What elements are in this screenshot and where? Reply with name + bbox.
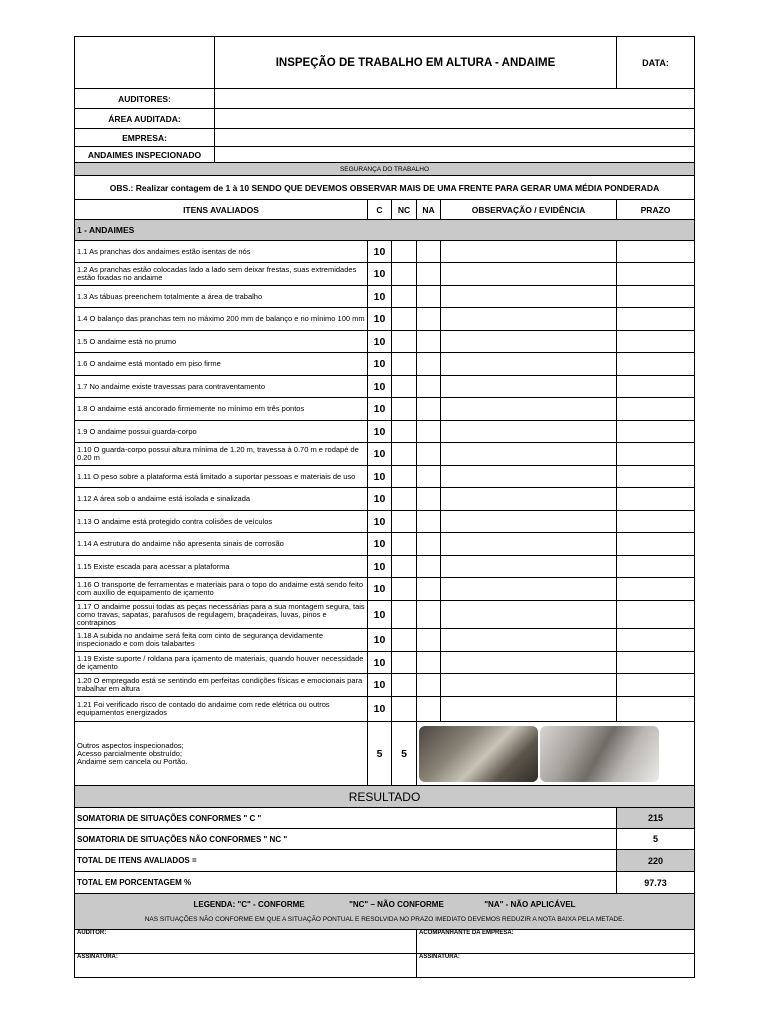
resultado-row <box>75 850 695 872</box>
item-na[interactable] <box>417 511 441 533</box>
item-c[interactable]: 10 <box>368 286 392 308</box>
legenda-nc: "NC" – NÃO CONFORME <box>349 900 444 909</box>
andaimes-label: ANDAIMES INSPECIONADO <box>75 147 215 163</box>
assinatura-field[interactable] <box>75 954 417 978</box>
item-na[interactable] <box>417 286 441 308</box>
table-row <box>75 578 695 601</box>
item-nc[interactable] <box>392 376 417 398</box>
item-obs[interactable] <box>441 652 617 674</box>
item-obs[interactable] <box>441 331 617 353</box>
item-obs[interactable] <box>441 674 617 697</box>
item-obs[interactable] <box>441 556 617 578</box>
item-nc[interactable] <box>392 398 417 421</box>
item-nc[interactable] <box>392 241 417 263</box>
item-text: 1.9 O andaime possui guarda-corpo <box>75 421 368 443</box>
resultado-label: TOTAL EM PORCENTAGEM % <box>75 872 617 894</box>
legenda-line <box>77 900 692 909</box>
col-prazo: PRAZO <box>617 200 695 220</box>
item-text: 1.12 A área sob o andaime está isolada e sinalizada <box>75 488 368 511</box>
item-obs[interactable] <box>441 601 617 629</box>
item-obs[interactable] <box>441 286 617 308</box>
auditor-field[interactable] <box>75 930 417 954</box>
item-na[interactable] <box>417 241 441 263</box>
item-nc[interactable] <box>392 353 417 376</box>
area-label: ÁREA AUDITADA: <box>75 109 215 129</box>
item-text: 1.3 As tábuas preenchem totalmente a área de trabalho <box>75 286 368 308</box>
item-c[interactable]: 10 <box>368 697 392 722</box>
assinatura-field[interactable] <box>417 954 695 978</box>
table-row <box>75 629 695 652</box>
item-c[interactable]: 10 <box>368 629 392 652</box>
area-field[interactable] <box>215 109 695 129</box>
item-na[interactable] <box>417 697 441 722</box>
resultado-title: RESULTADO <box>75 786 695 808</box>
item-text: 1.10 O guarda-corpo possui altura mínima de 1.20 m, travessa à 0.70 m e rodapé de 0.20 m <box>75 443 368 466</box>
item-na[interactable] <box>417 533 441 556</box>
section-title: 1 - ANDAIMES <box>75 220 695 241</box>
auditores-label: AUDITORES: <box>75 89 215 109</box>
item-nc[interactable] <box>392 466 417 488</box>
item-prazo[interactable] <box>617 376 695 398</box>
item-c[interactable]: 10 <box>368 421 392 443</box>
legenda-c: LEGENDA: "C" - CONFORME <box>193 900 305 909</box>
item-prazo[interactable] <box>617 263 695 286</box>
table-row <box>75 466 695 488</box>
table-row <box>75 652 695 674</box>
item-text: 1.16 O transporte de ferramentas e materiais para o topo do andaime está sendo feito com auxílio de equipamento de içamento <box>75 578 368 601</box>
obs-note: OBS.: Realizar contagem de 1 à 10 SENDO QUE DEVEMOS OBSERVAR MAIS DE UMA FRENTE PARA GERAR UMA MÉDIA PONDERADA <box>75 176 695 200</box>
item-obs[interactable] <box>441 466 617 488</box>
scaffold-photo <box>540 726 659 782</box>
table-row <box>75 353 695 376</box>
table-row <box>75 674 695 697</box>
item-na[interactable] <box>417 556 441 578</box>
item-obs[interactable] <box>441 578 617 601</box>
item-text: 1.20 O empregado está se sentindo em perfeitas condições físicas e emocionais para trabalhar em altura <box>75 674 368 697</box>
item-obs[interactable] <box>441 241 617 263</box>
item-text: 1.17 O andaime possui todas as peças necessárias para a sua montagem segura, tais como travas, sapatas, parafusos de regulagem, braçadeiras, luvas, pinos e contrapinos <box>75 601 368 629</box>
item-obs[interactable] <box>441 488 617 511</box>
item-prazo[interactable] <box>617 286 695 308</box>
item-prazo[interactable] <box>617 533 695 556</box>
item-prazo[interactable] <box>617 601 695 629</box>
item-prazo[interactable] <box>617 629 695 652</box>
item-c[interactable]: 10 <box>368 652 392 674</box>
resultado-value: 220 <box>617 850 695 872</box>
outros-c[interactable]: 5 <box>368 722 392 786</box>
item-na[interactable] <box>417 629 441 652</box>
resultado-label: SOMATORIA DE SITUAÇÕES CONFORMES " C " <box>75 808 617 829</box>
item-nc[interactable] <box>392 263 417 286</box>
item-obs[interactable] <box>441 443 617 466</box>
form-table <box>74 36 695 978</box>
item-c[interactable]: 10 <box>368 443 392 466</box>
table-row <box>75 398 695 421</box>
item-obs[interactable] <box>441 421 617 443</box>
outros-nc[interactable]: 5 <box>392 722 417 786</box>
item-nc[interactable] <box>392 556 417 578</box>
resultado-row <box>75 872 695 894</box>
resultado-row <box>75 829 695 850</box>
form-title: INSPEÇÃO DE TRABALHO EM ALTURA - ANDAIME <box>215 37 617 89</box>
item-prazo[interactable] <box>617 421 695 443</box>
item-c[interactable]: 10 <box>368 488 392 511</box>
table-row <box>75 511 695 533</box>
table-row <box>75 488 695 511</box>
item-text: 1.21 Foi verificado risco de contado do andaime com rede elétrica ou outros equipamentos energizados <box>75 697 368 722</box>
table-row <box>75 308 695 331</box>
item-nc[interactable] <box>392 674 417 697</box>
item-na[interactable] <box>417 398 441 421</box>
item-text: 1.15 Existe escada para acessar a plataforma <box>75 556 368 578</box>
table-row <box>75 286 695 308</box>
empresa-field[interactable] <box>215 129 695 147</box>
item-nc[interactable] <box>392 601 417 629</box>
item-prazo[interactable] <box>617 511 695 533</box>
item-na[interactable] <box>417 488 441 511</box>
item-text: 1.8 O andaime está ancorado firmemente no mínimo em três pontos <box>75 398 368 421</box>
item-c[interactable]: 10 <box>368 511 392 533</box>
item-prazo[interactable] <box>617 443 695 466</box>
item-nc[interactable] <box>392 697 417 722</box>
resultado-label: SOMATORIA DE SITUAÇÕES NÃO CONFORMES " NC " <box>75 829 617 850</box>
empresa-label: EMPRESA: <box>75 129 215 147</box>
item-na[interactable] <box>417 578 441 601</box>
item-na[interactable] <box>417 421 441 443</box>
item-c[interactable]: 10 <box>368 674 392 697</box>
outros-line: Acesso parcialmente obstruído; <box>77 748 183 758</box>
item-nc[interactable] <box>392 286 417 308</box>
item-na[interactable] <box>417 263 441 286</box>
acompanhante-label: ACOMPANHANTE DA EMPRESA: <box>419 930 514 936</box>
item-na[interactable] <box>417 308 441 331</box>
item-nc[interactable] <box>392 488 417 511</box>
item-c[interactable]: 10 <box>368 578 392 601</box>
item-c[interactable]: 10 <box>368 308 392 331</box>
item-text: 1.19 Existe suporte / roldana para içamento de materiais, quando houver necessidade de içamento <box>75 652 368 674</box>
table-row <box>75 556 695 578</box>
resultado-row <box>75 808 695 829</box>
outros-row <box>75 722 695 786</box>
item-c[interactable]: 10 <box>368 466 392 488</box>
table-row <box>75 421 695 443</box>
item-obs[interactable] <box>441 308 617 331</box>
col-nc: NC <box>392 200 417 220</box>
resultado-label: TOTAL DE ITENS AVALIADOS = <box>75 850 617 872</box>
col-itens: ITENS AVALIADOS <box>75 200 368 220</box>
col-c: C <box>368 200 392 220</box>
item-nc[interactable] <box>392 578 417 601</box>
acompanhante-field[interactable] <box>417 930 695 954</box>
item-text: 1.2 As pranchas estão colocadas lado a lado sem deixar frestas, suas extremidades estão fixadas no andaime <box>75 263 368 286</box>
col-na: NA <box>417 200 441 220</box>
table-row <box>75 376 695 398</box>
outros-line: Andaime sem cancela ou Portão. <box>77 756 188 766</box>
item-prazo[interactable] <box>617 353 695 376</box>
item-nc[interactable] <box>392 443 417 466</box>
item-prazo[interactable] <box>617 331 695 353</box>
item-na[interactable] <box>417 466 441 488</box>
table-row <box>75 331 695 353</box>
outros-text <box>75 722 368 786</box>
item-text: 1.6 O andaime está montado em piso firme <box>75 353 368 376</box>
item-prazo[interactable] <box>617 674 695 697</box>
andaimes-field[interactable] <box>215 147 695 163</box>
resultado-value: 97.73 <box>617 872 695 894</box>
auditores-field[interactable] <box>215 89 695 109</box>
item-na[interactable] <box>417 601 441 629</box>
item-nc[interactable] <box>392 308 417 331</box>
evidence-photos <box>417 722 695 786</box>
assinatura-label: ASSINATURA: <box>419 954 460 960</box>
item-prazo[interactable] <box>617 466 695 488</box>
table-row <box>75 443 695 466</box>
item-obs[interactable] <box>441 263 617 286</box>
date-label: DATA: <box>617 37 695 89</box>
outros-line: Outros aspectos inspecionados; <box>77 740 184 750</box>
item-obs[interactable] <box>441 398 617 421</box>
item-text: 1.11 O peso sobre a plataforma está limitado a suportar pessoas e materiais de uso <box>75 466 368 488</box>
inspection-form <box>74 36 694 978</box>
item-na[interactable] <box>417 376 441 398</box>
item-nc[interactable] <box>392 652 417 674</box>
table-row <box>75 241 695 263</box>
legenda-box <box>75 894 695 930</box>
legenda-na: "NA" - NÃO APLICÁVEL <box>484 900 576 909</box>
item-na[interactable] <box>417 674 441 697</box>
legenda-note: NAS SITUAÇÕES NÃO CONFORME EM QUE A SITUAÇÃO PONTUAL E RESOLVIDA NO PRAZO IMEDIATO DEVEMOS REDUZIR A NOTA BAIXA PELA METADE. <box>144 916 625 923</box>
item-text: 1.4 O balanço das pranchas tem no máximo 200 mm de balanço e no mínimo 100 mm <box>75 308 368 331</box>
item-nc[interactable] <box>392 331 417 353</box>
table-row <box>75 697 695 722</box>
item-nc[interactable] <box>392 629 417 652</box>
scaffold-photo <box>419 726 538 782</box>
item-obs[interactable] <box>441 697 617 722</box>
item-text: 1.14 A estrutura do andaime não apresenta sinais de corrosão <box>75 533 368 556</box>
item-obs[interactable] <box>441 533 617 556</box>
item-prazo[interactable] <box>617 488 695 511</box>
item-prazo[interactable] <box>617 241 695 263</box>
item-text: 1.18 A subida no andaime será feita com cinto de segurança devidamente inspecionado e com dois talabartes <box>75 629 368 652</box>
item-na[interactable] <box>417 652 441 674</box>
item-prazo[interactable] <box>617 652 695 674</box>
item-prazo[interactable] <box>617 308 695 331</box>
logo-cell <box>75 37 215 89</box>
item-c[interactable]: 10 <box>368 353 392 376</box>
item-prazo[interactable] <box>617 578 695 601</box>
table-row <box>75 601 695 629</box>
item-na[interactable] <box>417 443 441 466</box>
item-obs[interactable] <box>441 629 617 652</box>
resultado-value: 5 <box>617 829 695 850</box>
item-c[interactable]: 10 <box>368 331 392 353</box>
item-c[interactable]: 10 <box>368 263 392 286</box>
assinatura-label: ASSINATURA: <box>77 954 118 960</box>
item-text: 1.5 O andaime está no prumo <box>75 331 368 353</box>
auditor-label: AUDITOR: <box>77 930 107 936</box>
item-text: 1.13 O andaime está protegido contra colisões de veículos <box>75 511 368 533</box>
item-na[interactable] <box>417 331 441 353</box>
item-nc[interactable] <box>392 511 417 533</box>
item-prazo[interactable] <box>617 398 695 421</box>
item-nc[interactable] <box>392 421 417 443</box>
table-row <box>75 533 695 556</box>
item-c[interactable]: 10 <box>368 601 392 629</box>
item-na[interactable] <box>417 353 441 376</box>
item-nc[interactable] <box>392 533 417 556</box>
table-row <box>75 263 695 286</box>
item-obs[interactable] <box>441 353 617 376</box>
col-obs: OBSERVAÇÃO / EVIDÊNCIA <box>441 200 617 220</box>
item-c[interactable]: 10 <box>368 556 392 578</box>
item-obs[interactable] <box>441 376 617 398</box>
item-prazo[interactable] <box>617 556 695 578</box>
item-c[interactable]: 10 <box>368 398 392 421</box>
item-prazo[interactable] <box>617 697 695 722</box>
item-c[interactable]: 10 <box>368 241 392 263</box>
item-c[interactable]: 10 <box>368 376 392 398</box>
resultado-value: 215 <box>617 808 695 829</box>
seguranca-banner: SEGURANÇA DO TRABALHO <box>75 163 695 176</box>
item-obs[interactable] <box>441 511 617 533</box>
item-c[interactable]: 10 <box>368 533 392 556</box>
item-text: 1.1 As pranchas dos andaimes estão isentas de nós <box>75 241 368 263</box>
item-text: 1.7 No andaime existe travessas para contraventamento <box>75 376 368 398</box>
